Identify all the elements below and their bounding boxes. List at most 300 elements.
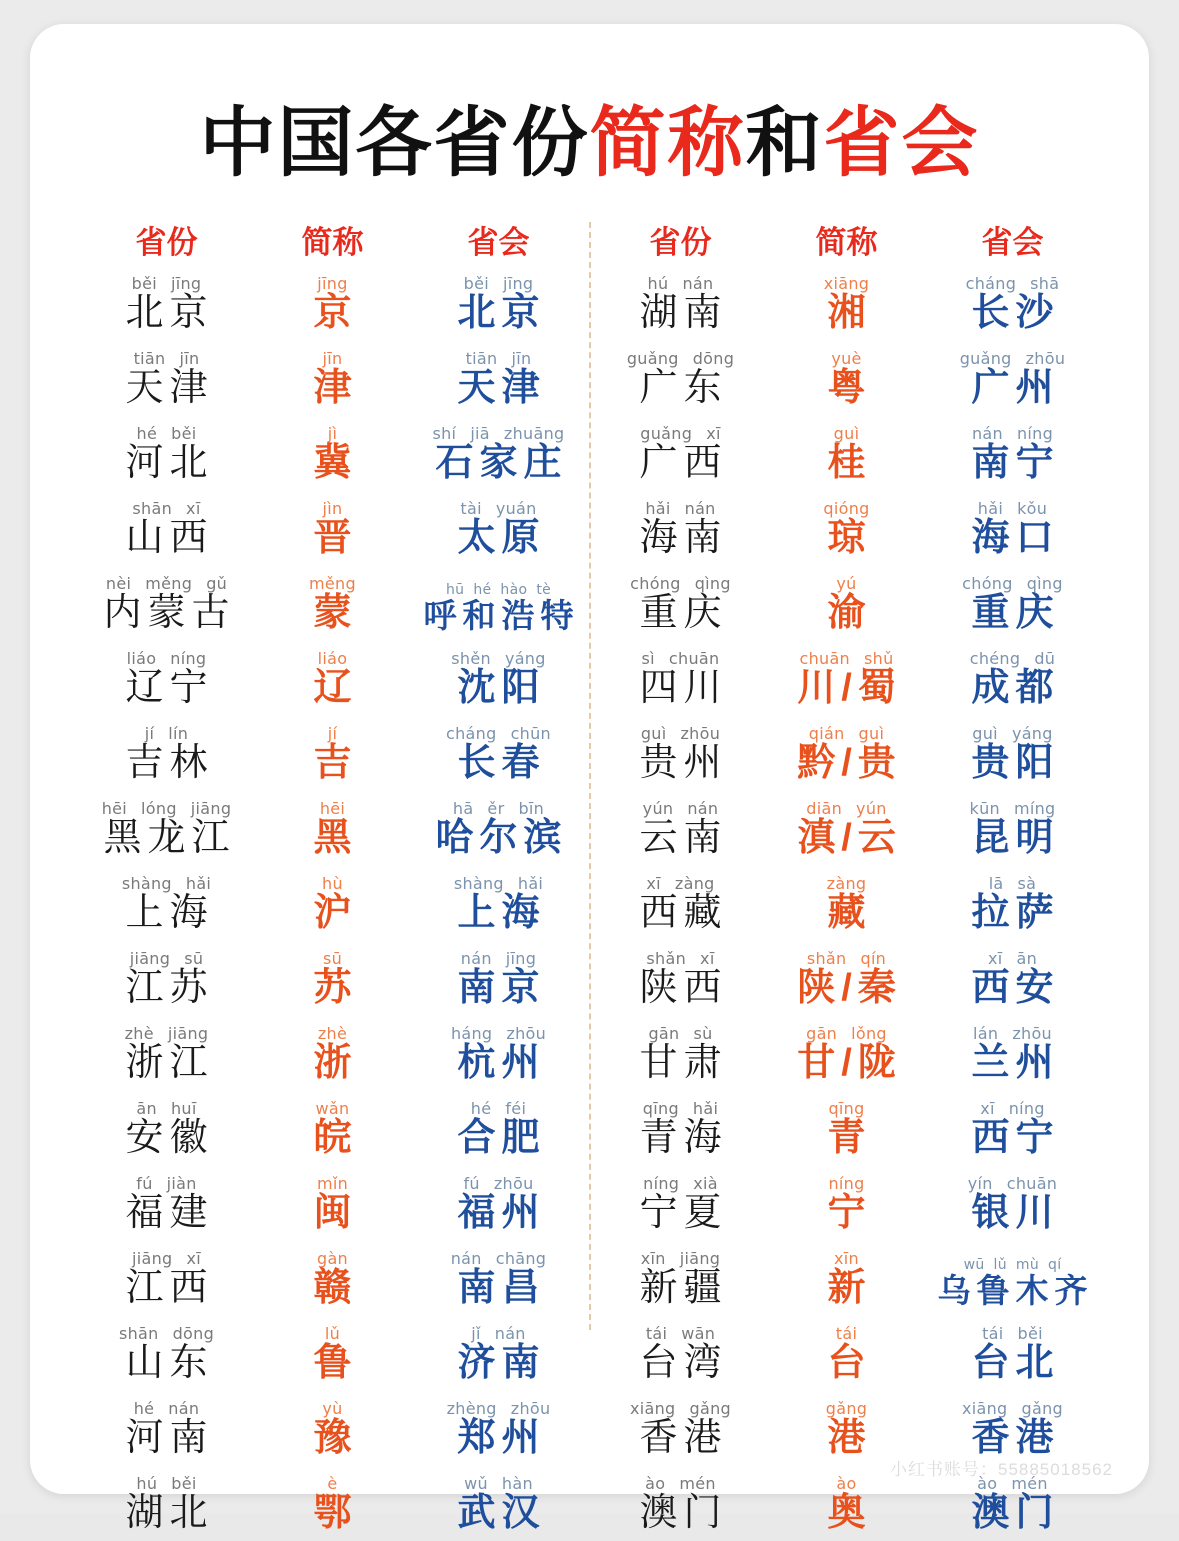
capital-cell-pinyin xyxy=(416,273,582,293)
hanzi-char: 蜀 xyxy=(857,667,896,710)
pinyin-syllable: mù xyxy=(1015,1257,1040,1274)
abbr-cell-pinyin xyxy=(250,873,416,893)
header-capital: 省会 xyxy=(981,225,1044,260)
pinyin-syllable: yú xyxy=(836,573,857,593)
pinyin-syllable: kǒu xyxy=(1017,498,1048,518)
abbr-cell-hanzi xyxy=(250,292,416,335)
hanzi-char: 西 xyxy=(683,442,722,485)
abbr-cell-pinyin xyxy=(250,648,416,668)
capital-cell-pinyin xyxy=(416,423,582,443)
capital-cell-pinyin xyxy=(930,573,1096,593)
capital-cell-pinyin xyxy=(416,648,582,668)
hanzi-char: 晋 xyxy=(313,517,352,560)
hanzi-char: 陕 xyxy=(797,967,836,1010)
hanzi-char: 宁 xyxy=(169,667,208,710)
pinyin-syllable: féi xyxy=(505,1098,527,1118)
hanzi-char: 藏 xyxy=(827,892,866,935)
pinyin-syllable: ān xyxy=(136,1098,157,1118)
capital-cell-pinyin xyxy=(416,1098,582,1118)
province-cell xyxy=(598,716,764,791)
pinyin-syllable: níng xyxy=(1008,1098,1045,1118)
hanzi-char: 津 xyxy=(169,367,208,410)
capital-cell-hanzi xyxy=(930,817,1096,860)
pinyin-syllable: xī xyxy=(706,423,721,443)
pinyin-syllable: huī xyxy=(170,1098,197,1118)
pinyin-syllable: tài xyxy=(460,498,482,518)
province-cell-pinyin xyxy=(84,1173,250,1193)
hanzi-char: 香 xyxy=(971,1417,1010,1460)
capital-cell xyxy=(930,1316,1096,1391)
abbr-cell-pinyin xyxy=(250,348,416,368)
hanzi-char: 宁 xyxy=(1015,442,1054,485)
right-column xyxy=(590,216,1104,1541)
pinyin-syllable: zàng xyxy=(674,873,715,893)
capital-cell-pinyin xyxy=(416,498,582,518)
hanzi-char: 贵 xyxy=(639,742,678,785)
table-row xyxy=(84,866,582,941)
abbr-cell-pinyin xyxy=(250,1173,416,1193)
table-row xyxy=(598,566,1096,641)
abbr-cell xyxy=(764,566,930,641)
pinyin-syllable: shàng xyxy=(453,873,504,893)
abbr-cell-pinyin xyxy=(764,1098,930,1118)
hanzi-char: 蒙 xyxy=(313,592,352,635)
pinyin-syllable: xīn xyxy=(640,1248,666,1268)
left-column xyxy=(76,216,590,1541)
province-cell xyxy=(84,941,250,1016)
hanzi-char: 上 xyxy=(457,892,496,935)
hanzi-char: 黑 xyxy=(103,817,142,860)
capital-cell-hanzi xyxy=(416,517,582,560)
table-row xyxy=(84,1241,582,1316)
abbr-cell-pinyin xyxy=(250,1098,416,1118)
abbr-cell xyxy=(250,1016,416,1091)
pinyin-syllable: mén xyxy=(1011,1473,1048,1493)
abbr-cell-hanzi xyxy=(250,1342,416,1385)
capital-cell xyxy=(416,641,582,716)
hanzi-char: 庆 xyxy=(1015,592,1054,635)
hanzi-char: 贵 xyxy=(857,742,896,785)
pinyin-syllable: chuān xyxy=(799,648,850,668)
abbr-cell xyxy=(764,416,930,491)
pinyin-syllable: gǎng xyxy=(689,1398,731,1418)
pinyin-syllable: zhōu xyxy=(1012,1023,1052,1043)
pinyin-syllable: xiāng xyxy=(962,1398,1008,1418)
province-cell-pinyin xyxy=(598,498,764,518)
pinyin-syllable: hé xyxy=(470,1098,492,1118)
province-cell-hanzi xyxy=(84,1267,250,1310)
province-cell-pinyin xyxy=(84,1023,250,1043)
pinyin-syllable: jīn xyxy=(179,348,200,368)
hanzi-char: 尔 xyxy=(479,817,518,860)
abbr-cell-hanzi xyxy=(250,1417,416,1460)
table-row xyxy=(84,416,582,491)
hanzi-char: 上 xyxy=(125,892,164,935)
hanzi-char: 徽 xyxy=(169,1117,208,1160)
province-cell-pinyin xyxy=(598,1398,764,1418)
abbr-cell xyxy=(764,941,930,1016)
hanzi-char: 东 xyxy=(683,367,722,410)
province-cell-hanzi xyxy=(84,1117,250,1160)
pinyin-syllable: běi xyxy=(463,273,489,293)
separator-slash: / xyxy=(841,817,852,860)
capital-cell xyxy=(930,1166,1096,1241)
pinyin-syllable: liáo xyxy=(317,648,348,668)
hanzi-char: 鄂 xyxy=(313,1492,352,1535)
table-row xyxy=(84,266,582,341)
pinyin-syllable: xī xyxy=(646,873,661,893)
hanzi-char: 沈 xyxy=(457,667,496,710)
capital-cell-hanzi xyxy=(416,442,582,485)
province-cell-hanzi xyxy=(84,1342,250,1385)
pinyin-syllable: tái xyxy=(835,1323,858,1343)
pinyin-syllable: jì xyxy=(327,423,338,443)
pinyin-syllable: zhōu xyxy=(510,1398,551,1418)
province-cell-hanzi xyxy=(598,367,764,410)
pinyin-syllable: zhuāng xyxy=(503,423,565,443)
capital-cell-pinyin xyxy=(930,348,1096,368)
hanzi-char: 京 xyxy=(501,292,540,335)
pinyin-syllable: yún xyxy=(642,798,674,818)
hanzi-char: 北 xyxy=(457,292,496,335)
pinyin-syllable: shǎn xyxy=(806,948,847,968)
hanzi-char: 贵 xyxy=(971,742,1010,785)
pinyin-syllable: yún xyxy=(856,798,887,818)
hanzi-char: 海 xyxy=(501,892,540,935)
pinyin-syllable: hǎi xyxy=(517,873,544,893)
capital-cell-pinyin xyxy=(930,873,1096,893)
province-cell xyxy=(598,1166,764,1241)
province-cell-pinyin xyxy=(84,1098,250,1118)
abbr-cell-hanzi xyxy=(250,1042,416,1085)
pinyin-syllable: gān xyxy=(806,1023,838,1043)
hanzi-char: 州 xyxy=(501,1192,540,1235)
pinyin-syllable: běi xyxy=(171,1473,197,1493)
hanzi-char: 津 xyxy=(501,367,540,410)
abbr-cell-hanzi xyxy=(764,1042,930,1085)
capital-cell-pinyin xyxy=(416,723,582,743)
abbr-cell-pinyin xyxy=(764,798,930,818)
capital-cell-pinyin xyxy=(930,1398,1096,1418)
pinyin-syllable: hǎi xyxy=(977,498,1004,518)
capital-cell-pinyin xyxy=(930,648,1096,668)
pinyin-syllable: běi xyxy=(171,423,197,443)
capital-cell xyxy=(416,791,582,866)
pinyin-syllable: guǎng xyxy=(959,348,1012,368)
pinyin-syllable: shā xyxy=(1030,273,1060,293)
header-province: 省份 xyxy=(649,225,712,260)
hanzi-char: 澳 xyxy=(971,1492,1010,1535)
province-cell-pinyin xyxy=(84,348,250,368)
hanzi-char: 四 xyxy=(639,667,678,710)
pinyin-syllable: gǎng xyxy=(1021,1398,1063,1418)
hanzi-char: 拉 xyxy=(971,892,1010,935)
hanzi-char: 辽 xyxy=(125,667,164,710)
province-cell xyxy=(84,1241,250,1316)
hanzi-char: 闽 xyxy=(313,1192,352,1235)
province-cell-hanzi xyxy=(84,1192,250,1235)
pinyin-syllable: jiāng xyxy=(167,1023,209,1043)
abbr-cell-pinyin xyxy=(764,1023,930,1043)
capital-cell-hanzi xyxy=(930,967,1096,1010)
abbr-cell xyxy=(764,1241,930,1316)
hanzi-char: 北 xyxy=(169,1492,208,1535)
capital-cell-hanzi xyxy=(930,1042,1096,1085)
abbr-cell-hanzi xyxy=(764,1267,930,1310)
hanzi-char: 州 xyxy=(683,742,722,785)
capital-cell-hanzi xyxy=(416,598,582,635)
province-cell-pinyin xyxy=(84,1323,250,1343)
pinyin-syllable: yuán xyxy=(495,498,537,518)
hanzi-char: 南 xyxy=(683,517,722,560)
hanzi-char: 青 xyxy=(827,1117,866,1160)
capital-cell xyxy=(930,566,1096,641)
pinyin-syllable: nán xyxy=(460,948,492,968)
hanzi-char: 天 xyxy=(457,367,496,410)
hanzi-char: 萨 xyxy=(1015,892,1054,935)
capital-cell-hanzi xyxy=(930,1117,1096,1160)
hanzi-char: 南 xyxy=(501,1342,540,1385)
capital-cell-hanzi xyxy=(930,592,1096,635)
capital-cell-pinyin xyxy=(416,583,582,598)
province-cell xyxy=(598,1091,764,1166)
hanzi-char: 江 xyxy=(191,817,230,860)
hanzi-char: 江 xyxy=(169,1042,208,1085)
hanzi-char: 台 xyxy=(827,1342,866,1385)
province-cell-pinyin xyxy=(598,1248,764,1268)
abbr-cell xyxy=(250,491,416,566)
table-row xyxy=(598,341,1096,416)
pinyin-syllable: qìng xyxy=(1026,573,1063,593)
abbr-cell-hanzi xyxy=(250,817,416,860)
hanzi-char: 河 xyxy=(125,1417,164,1460)
pinyin-syllable: zhè xyxy=(124,1023,154,1043)
table-row xyxy=(598,866,1096,941)
hanzi-char: 南 xyxy=(169,1417,208,1460)
capital-cell-pinyin xyxy=(930,498,1096,518)
hanzi-char: 安 xyxy=(125,1117,164,1160)
pinyin-syllable: gàn xyxy=(316,1248,348,1268)
pinyin-syllable: chuān xyxy=(1006,1173,1058,1193)
capital-cell xyxy=(416,491,582,566)
table-row xyxy=(84,1391,582,1466)
province-cell xyxy=(84,1166,250,1241)
separator-slash: / xyxy=(841,742,852,785)
hanzi-char: 渝 xyxy=(827,592,866,635)
pinyin-syllable: guǎng xyxy=(640,423,693,443)
hanzi-char: 西 xyxy=(971,967,1010,1010)
capital-cell xyxy=(930,1241,1096,1316)
abbr-cell xyxy=(250,1466,416,1541)
province-cell-hanzi xyxy=(84,442,250,485)
capital-cell-hanzi xyxy=(416,1267,582,1310)
capital-cell xyxy=(930,866,1096,941)
pinyin-syllable: níng xyxy=(828,1173,865,1193)
pinyin-syllable: shǔ xyxy=(864,648,894,668)
hanzi-char: 宁 xyxy=(827,1192,866,1235)
abbr-cell-pinyin xyxy=(764,948,930,968)
province-cell-pinyin xyxy=(84,1248,250,1268)
province-cell-hanzi xyxy=(598,1192,764,1235)
title-black-mid: 和 xyxy=(745,101,824,186)
hanzi-char: 石 xyxy=(435,442,474,485)
capital-cell-pinyin xyxy=(416,1023,582,1043)
abbr-cell-pinyin xyxy=(764,723,930,743)
pinyin-syllable: zhèng xyxy=(446,1398,497,1418)
hanzi-char: 南 xyxy=(683,817,722,860)
abbr-cell-hanzi xyxy=(250,367,416,410)
pinyin-syllable: háng xyxy=(450,1023,493,1043)
pinyin-syllable: hēi xyxy=(101,798,128,818)
capital-cell-pinyin xyxy=(930,273,1096,293)
province-cell xyxy=(84,1316,250,1391)
hanzi-char: 宁 xyxy=(639,1192,678,1235)
pinyin-syllable: jìn xyxy=(322,498,343,518)
abbr-cell xyxy=(764,1016,930,1091)
hanzi-char: 云 xyxy=(639,817,678,860)
hanzi-char: 门 xyxy=(1015,1492,1054,1535)
hanzi-char: 春 xyxy=(501,742,540,785)
pinyin-syllable: wǔ xyxy=(464,1473,488,1493)
province-cell-hanzi xyxy=(598,1267,764,1310)
abbr-cell-hanzi xyxy=(764,1417,930,1460)
province-cell-pinyin xyxy=(84,1398,250,1418)
hanzi-char: 蒙 xyxy=(147,592,186,635)
hanzi-char: 河 xyxy=(125,442,164,485)
pinyin-syllable: hú xyxy=(647,273,669,293)
pinyin-syllable: tiān xyxy=(133,348,166,368)
abbr-cell xyxy=(764,716,930,791)
pinyin-syllable: nán xyxy=(168,1398,200,1418)
pinyin-syllable: nán xyxy=(687,798,719,818)
hanzi-char: 太 xyxy=(457,517,496,560)
pinyin-syllable: gǎng xyxy=(825,1398,868,1418)
table-row xyxy=(598,1166,1096,1241)
capital-cell-hanzi xyxy=(930,1417,1096,1460)
province-cell-pinyin xyxy=(84,873,250,893)
province-cell-pinyin xyxy=(84,723,250,743)
capital-cell xyxy=(416,1466,582,1541)
hanzi-char: 阳 xyxy=(501,667,540,710)
hanzi-char: 疆 xyxy=(683,1267,722,1310)
pinyin-syllable: nán xyxy=(450,1248,482,1268)
pinyin-syllable: tiān xyxy=(465,348,498,368)
hanzi-char: 哈 xyxy=(435,817,474,860)
capital-cell-hanzi xyxy=(930,667,1096,710)
abbr-cell-pinyin xyxy=(764,1323,930,1343)
capital-cell-hanzi xyxy=(416,667,582,710)
hanzi-char: 建 xyxy=(169,1192,208,1235)
hanzi-char: 海 xyxy=(683,1117,722,1160)
hanzi-char: 西 xyxy=(683,967,722,1010)
province-cell-hanzi xyxy=(598,1342,764,1385)
province-cell xyxy=(598,641,764,716)
province-cell-pinyin xyxy=(598,348,764,368)
abbr-cell-pinyin xyxy=(250,798,416,818)
province-cell-hanzi xyxy=(84,667,250,710)
province-cell-hanzi xyxy=(84,967,250,1010)
capital-cell xyxy=(416,716,582,791)
table-row xyxy=(84,1016,582,1091)
capital-cell-pinyin xyxy=(416,1323,582,1343)
abbr-cell xyxy=(250,566,416,641)
province-cell xyxy=(84,266,250,341)
hanzi-char: 川 xyxy=(797,667,836,710)
pinyin-syllable: hào xyxy=(500,582,528,599)
hanzi-char: 青 xyxy=(639,1117,678,1160)
hanzi-char: 口 xyxy=(1015,517,1054,560)
pinyin-syllable: gān xyxy=(648,1023,680,1043)
pinyin-syllable: chuān xyxy=(668,648,720,668)
abbr-cell-pinyin xyxy=(764,1398,930,1418)
hanzi-char: 天 xyxy=(125,367,164,410)
province-cell xyxy=(598,1391,764,1466)
abbr-cell-hanzi xyxy=(250,967,416,1010)
hanzi-char: 庆 xyxy=(683,592,722,635)
pinyin-syllable: měng xyxy=(145,573,193,593)
pinyin-syllable: wǎn xyxy=(315,1098,350,1118)
table-columns xyxy=(30,216,1149,1541)
hanzi-char: 家 xyxy=(479,442,518,485)
capital-cell-hanzi xyxy=(930,1273,1096,1310)
abbr-cell-hanzi xyxy=(764,1492,930,1535)
hanzi-char: 琼 xyxy=(827,517,866,560)
pinyin-syllable: kūn xyxy=(969,798,1000,818)
province-cell-pinyin xyxy=(84,498,250,518)
pinyin-syllable: qióng xyxy=(823,498,870,518)
capital-cell-hanzi xyxy=(416,1117,582,1160)
pinyin-syllable: hé xyxy=(473,582,492,599)
province-cell-hanzi xyxy=(598,667,764,710)
abbr-cell xyxy=(764,266,930,341)
hanzi-char: 澳 xyxy=(639,1492,678,1535)
hanzi-char: 江 xyxy=(125,967,164,1010)
hanzi-char: 乌 xyxy=(937,1272,971,1310)
abbr-cell-pinyin xyxy=(764,873,930,893)
pinyin-syllable: hū xyxy=(445,582,465,599)
hanzi-char: 州 xyxy=(501,1042,540,1085)
pinyin-syllable: běi xyxy=(131,273,157,293)
abbr-cell-pinyin xyxy=(764,273,930,293)
province-cell-hanzi xyxy=(84,517,250,560)
pinyin-syllable: lóng xyxy=(141,798,177,818)
pinyin-syllable: yáng xyxy=(1011,723,1053,743)
pinyin-syllable: shàng xyxy=(121,873,172,893)
abbr-cell-pinyin xyxy=(250,723,416,743)
pinyin-syllable: sù xyxy=(693,1023,713,1043)
abbr-cell-pinyin xyxy=(250,573,416,593)
pinyin-syllable: cháng xyxy=(965,273,1017,293)
pinyin-syllable: zhōu xyxy=(1025,348,1066,368)
hanzi-char: 汉 xyxy=(501,1492,540,1535)
abbr-cell-hanzi xyxy=(764,742,930,785)
abbr-cell-pinyin xyxy=(764,423,930,443)
hanzi-char: 北 xyxy=(1015,1342,1054,1385)
capital-cell xyxy=(930,791,1096,866)
hanzi-char: 肥 xyxy=(501,1117,540,1160)
pinyin-syllable: yuè xyxy=(831,348,862,368)
capital-cell xyxy=(416,341,582,416)
capital-cell-hanzi xyxy=(416,1342,582,1385)
province-cell-pinyin xyxy=(598,1023,764,1043)
abbr-cell-pinyin xyxy=(250,423,416,443)
hanzi-char: 黑 xyxy=(313,817,352,860)
hanzi-char: 浙 xyxy=(125,1042,164,1085)
hanzi-char: 木 xyxy=(1015,1272,1049,1310)
hanzi-char: 京 xyxy=(169,292,208,335)
table-row xyxy=(84,341,582,416)
table-row xyxy=(84,491,582,566)
